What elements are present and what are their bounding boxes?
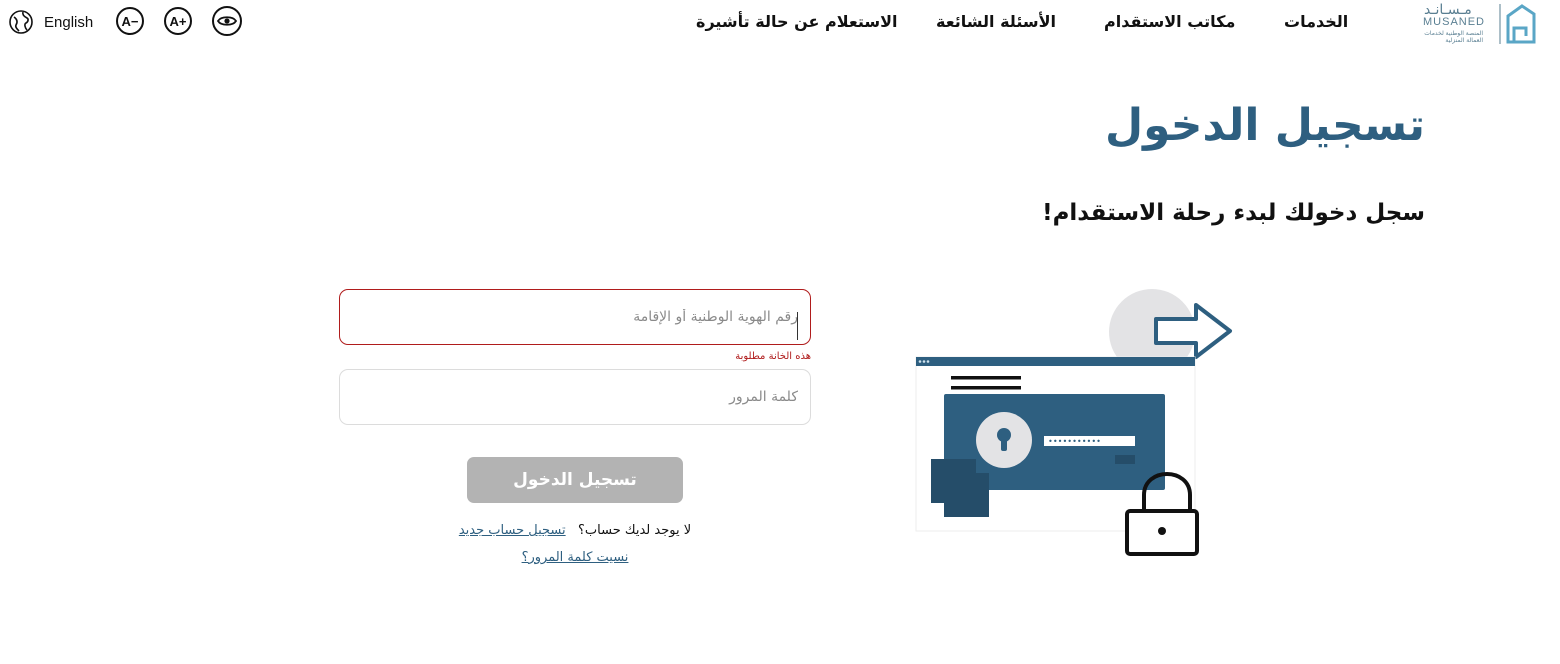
password-input[interactable] bbox=[340, 370, 810, 424]
signup-prompt bbox=[339, 523, 811, 538]
id-error-message: هذه الخانة مطلوبة bbox=[735, 351, 811, 362]
forgot-password-row bbox=[339, 550, 811, 565]
font-increase-label: A+ bbox=[169, 13, 187, 29]
nav-services[interactable]: الخدمات bbox=[1284, 12, 1349, 31]
login-illustration-graphic bbox=[905, 285, 1245, 565]
font-increase-button[interactable] bbox=[164, 7, 192, 35]
login-illustration bbox=[905, 285, 1245, 565]
language-switch-button[interactable] bbox=[8, 8, 93, 36]
login-form bbox=[339, 289, 811, 565]
language-label: English bbox=[44, 13, 94, 31]
logo-arabic-text: مـسـانـد bbox=[1424, 2, 1472, 18]
font-decrease-label: A− bbox=[121, 13, 139, 29]
logo-mark-icon bbox=[1496, 2, 1536, 46]
login-button[interactable]: تسجيل الدخول bbox=[467, 457, 683, 503]
nav-faq[interactable]: الأسئلة الشائعة bbox=[936, 12, 1056, 31]
globe-icon bbox=[8, 9, 34, 35]
font-decrease-button[interactable] bbox=[116, 7, 144, 35]
national-id-input[interactable] bbox=[340, 290, 810, 344]
masked-password-text: ••••••••••• bbox=[1048, 437, 1101, 446]
logo-english-text: MUSANED bbox=[1423, 16, 1486, 28]
register-link[interactable]: تسجيل حساب جديد bbox=[458, 523, 566, 538]
accessibility-view-button[interactable] bbox=[212, 6, 242, 36]
musaned-logo[interactable] bbox=[1420, 2, 1538, 46]
page-title: تسجيل الدخول bbox=[1104, 100, 1425, 151]
logo-subtitle: المنصة الوطنية لخدمات العمالة المنزلية bbox=[1424, 30, 1483, 44]
eye-icon bbox=[217, 14, 237, 28]
forgot-password-link[interactable]: نسيت كلمة المرور؟ bbox=[521, 550, 629, 565]
password-field-container bbox=[339, 369, 811, 425]
nav-recruitment-offices[interactable]: مكاتب الاستقدام bbox=[1104, 12, 1236, 31]
page-subtitle: سجل دخولك لبدء رحلة الاستقدام! bbox=[1042, 200, 1425, 226]
no-account-text: لا يوجد لديك حساب؟ bbox=[578, 523, 692, 538]
text-cursor bbox=[797, 312, 798, 340]
nav-visa-status[interactable]: الاستعلام عن حالة تأشيرة bbox=[696, 12, 898, 31]
id-field-container bbox=[339, 289, 811, 345]
top-header bbox=[0, 0, 1560, 48]
